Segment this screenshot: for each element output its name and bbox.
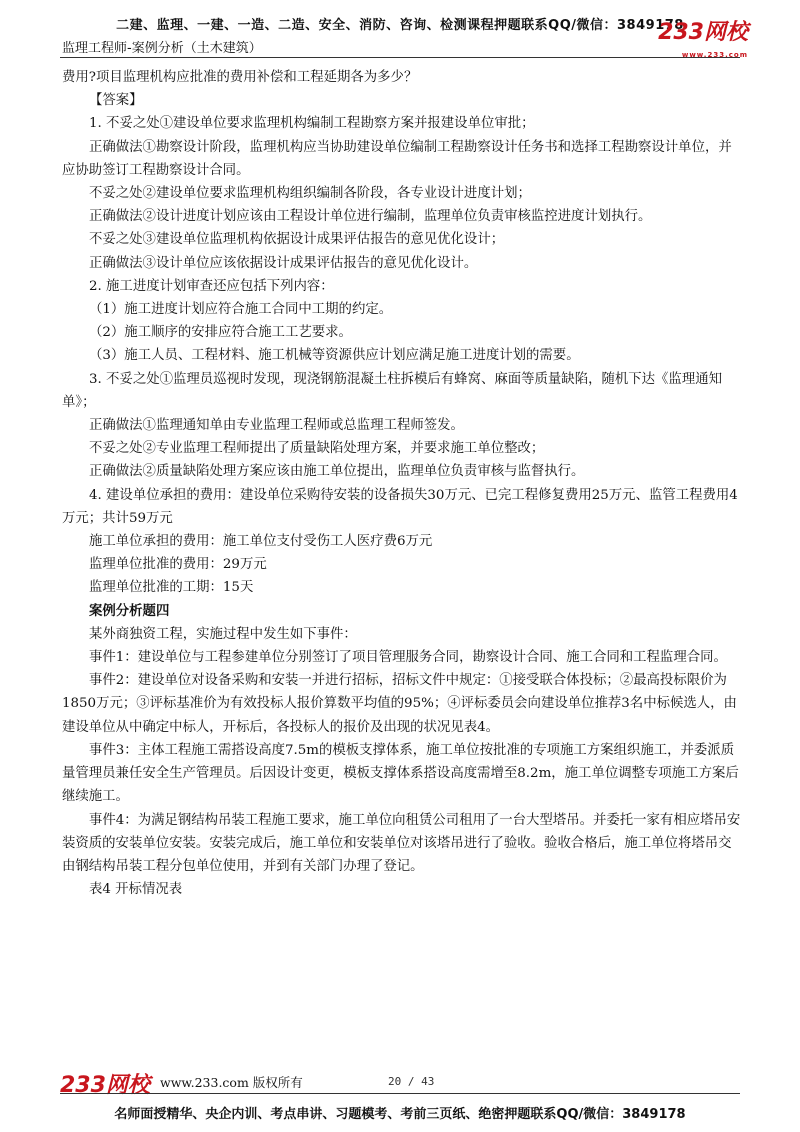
footer-copyright: www.233.com 版权所有 bbox=[160, 1075, 303, 1090]
brand-logo bbox=[658, 22, 748, 66]
body-paragraph: 【答案】 bbox=[89, 93, 143, 109]
body-paragraph: 正确做法②质量缺陷处理方案应该由施工单位提出，监理单位负责审核与监督执行。 bbox=[89, 464, 585, 480]
footer-divider bbox=[60, 1093, 740, 1094]
brand-logo-url: www.233.com bbox=[681, 51, 748, 59]
footer-logo: 233网校 bbox=[60, 1073, 150, 1098]
bottom-contact-banner: 名师面授精华、央企内训、考点串讲、习题模考、考前三页纸、绝密押题联系QQ/微信：3849178 bbox=[114, 1107, 686, 1122]
body-paragraph: 监理单位批准的工期：15天 bbox=[89, 580, 254, 596]
document-body bbox=[62, 66, 742, 901]
body-paragraph: 某外商独资工程，实施过程中发生如下事件： bbox=[89, 626, 357, 642]
body-paragraph: 案例分析题四 bbox=[89, 602, 170, 619]
body-paragraph: 正确做法③设计单位应该依据设计成果评估报告的意见优化设计。 bbox=[89, 255, 478, 271]
body-paragraph: 3. 不妥之处①监理员巡视时发现，现浇钢筋混凝土柱拆模后有蜂窝、麻面等质量缺陷，随机下达《监理通知单》； bbox=[62, 371, 722, 410]
body-paragraph: 4. 建设单位承担的费用：建设单位采购待安装的设备损失30万元、已完工程修复费用25万元、监管工程费用4万元；共计59万元 bbox=[62, 487, 738, 526]
body-paragraph: 事件1：建设单位与工程参建单位分别签订了项目管理服务合同，勘察设计合同、施工合同和工程监理合同。 bbox=[89, 650, 727, 666]
body-paragraph: 不妥之处②建设单位要求监理机构组织编制各阶段，各专业设计进度计划； bbox=[89, 186, 531, 202]
header-divider bbox=[60, 57, 740, 58]
top-contact-banner: 二建、监理、一建、一造、二造、安全、消防、咨询、检测课程押题联系QQ/微信：3849178 bbox=[116, 18, 684, 33]
body-paragraph: 不妥之处③建设单位监理机构依据设计成果评估报告的意见优化设计； bbox=[89, 232, 505, 248]
body-paragraph: 表4 开标情况表 bbox=[89, 882, 183, 898]
brand-logo-text: 233网校 bbox=[658, 20, 748, 45]
page-number: 20 / 43 bbox=[388, 1075, 435, 1088]
body-paragraph: 费用?项目监理机构应批准的费用补偿和工程延期各为多少？ bbox=[62, 70, 418, 85]
body-paragraph: （3）施工人员、工程材料、施工机械等资源供应计划应满足施工进度计划的需要。 bbox=[89, 348, 580, 364]
document-title: 监理工程师-案例分析（土木建筑） bbox=[62, 41, 262, 56]
body-paragraph: 1. 不妥之处①建设单位要求监理机构编制工程勘察方案并报建设单位审批； bbox=[89, 116, 535, 132]
body-paragraph: 正确做法①勘察设计阶段，监理机构应当协助建设单位编制工程勘察设计任务书和选择工程勘察设计单位，并应协助签订工程勘察设计合同。 bbox=[62, 139, 732, 178]
body-paragraph: 事件3：主体工程施工需搭设高度7.5m的模板支撑体系，施工单位按批准的专项施工方案组织施工，并委派质量管理员兼任安全生产管理员。后因设计变更，模板支撑体系搭设高度需增至8.2m，施工单位调整专项施工方案后继续施工。 bbox=[62, 742, 739, 805]
body-paragraph: 施工单位承担的费用：施工单位支付受伤工人医疗费6万元 bbox=[89, 534, 433, 550]
body-paragraph: 事件4：为满足钢结构吊装工程施工要求，施工单位向租赁公司租用了一台大型塔吊。并委托一家有相应塔吊安装资质的安装单位安装。安装完成后，施工单位和安装单位对该塔吊进行了验收。验收合格后，施工单位将塔吊交由钢结构吊装工程分包单位使用，并到有关部门办理了登记。 bbox=[62, 812, 741, 874]
body-paragraph: 正确做法②设计进度计划应该由工程设计单位进行编制，监理单位负责审核监控进度计划执行。 bbox=[89, 209, 652, 225]
body-paragraph: 监理单位批准的费用：29万元 bbox=[89, 557, 267, 573]
body-paragraph: 2. 施工进度计划审查还应包括下列内容： bbox=[89, 278, 334, 294]
body-paragraph: 不妥之处②专业监理工程师提出了质量缺陷处理方案，并要求施工单位整改； bbox=[89, 441, 545, 457]
body-paragraph: （1）施工进度计划应符合施工合同中工期的约定。 bbox=[89, 302, 393, 318]
body-paragraph: 事件2：建设单位对设备采购和安装一并进行招标，招标文件中规定：①接受联合体投标；②最高投标限价为1850万元；③评标基准价为有效投标人报价算数平均值的95%；④评标委员会向建设单位推荐3名中标候选人，由建设单位从中确定中标人，开标后，各投标人的报价及出现的状况见表4。 bbox=[62, 673, 737, 735]
body-paragraph: 正确做法①监理通知单由专业监理工程师或总监理工程师签发。 bbox=[89, 418, 464, 434]
body-paragraph: （2）施工顺序的安排应符合施工工艺要求。 bbox=[89, 325, 352, 341]
